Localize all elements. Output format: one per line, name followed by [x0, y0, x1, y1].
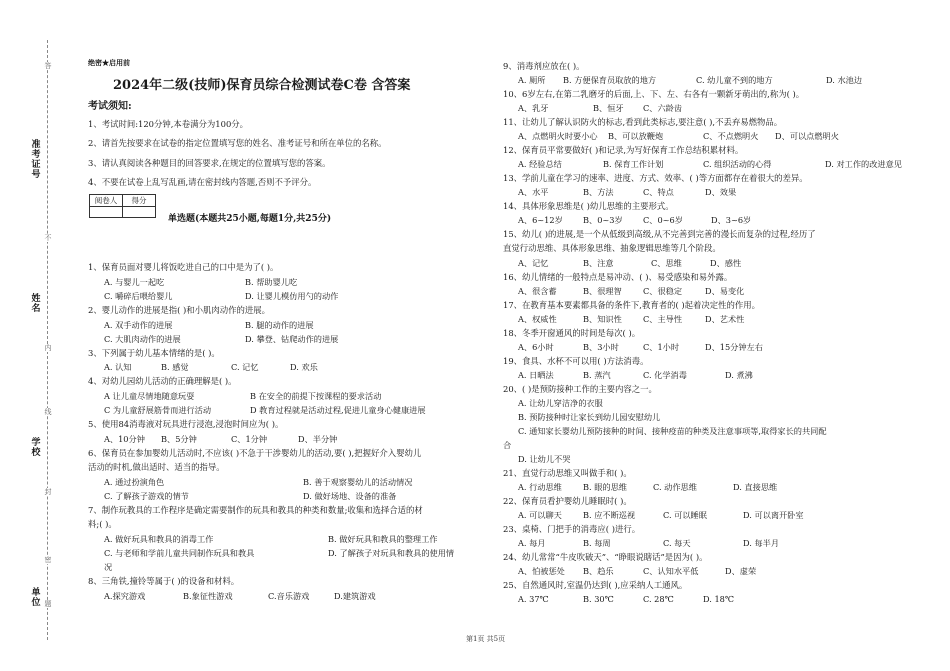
score-table: [89, 194, 156, 218]
answer-option: B、可以放鞭炮: [608, 131, 664, 141]
answer-option: B、方法: [583, 187, 614, 197]
question-stem: 18、冬季开窗通风的时间是每次( )。: [503, 328, 641, 338]
binding-mark: 题: [44, 600, 52, 608]
answer-option: C. 与老师和学前儿童共同制作玩具和教具: [104, 548, 255, 558]
answer-option: C. 动作思维: [653, 482, 697, 492]
section-heading: 单选题(本题共25小题,每题1分,共25分): [168, 214, 332, 224]
answer-option: D、效果: [705, 187, 737, 197]
question-stem-continued: 料;( )。: [88, 519, 117, 529]
answer-option: D. 攀登、钻爬动作的进展: [245, 334, 339, 344]
answer-option: C. 了解孩子游戏的情节: [104, 491, 189, 501]
answer-option: C.音乐游戏: [268, 591, 310, 601]
answer-option: B、恒牙: [593, 103, 624, 113]
question-stem: 10、6岁左右,在第二乳磨牙的后面,上、下、左、右各有一颗新牙萌出的,称为( )。: [503, 89, 805, 99]
answer-option: B. 腿的动作的进展: [245, 320, 314, 330]
score-cell: [123, 207, 156, 218]
answer-option: B. 蒸汽: [583, 370, 611, 380]
question-stem: 25、自然通风时,室温仍达到( ),应采纳人工通风。: [503, 580, 688, 590]
answer-option: C、0~6岁: [643, 215, 683, 225]
question-stem: 3、下列属于幼儿基本情绪的是( )。: [88, 348, 220, 358]
answer-option: B. 方便保育员取放的地方: [563, 75, 657, 85]
answer-option: C、很稳定: [643, 286, 683, 296]
answer-option: D、15分钟左右: [705, 342, 763, 352]
answer-option: D. 做好场地、设备的准备: [303, 491, 397, 501]
answer-option: D. 每半月: [743, 538, 780, 548]
answer-option: D、可以点燃明火: [775, 131, 839, 141]
answer-option: B. 帮助婴儿吃: [245, 277, 298, 287]
answer-option: B、注意: [583, 258, 614, 268]
answer-option: C. 幼儿童不到的地方: [696, 75, 773, 85]
binding-line: [47, 40, 48, 640]
notice-item: 4、不要在试卷上乱写乱画,请在密封线内答题,否则不予评分。: [88, 177, 317, 187]
answer-option: A、水平: [518, 187, 549, 197]
question-stem-continued: 活动的时机,做出适时、适当的指导。: [88, 462, 225, 472]
answer-option: D、易变化: [705, 286, 745, 296]
answer-option: D. 18℃: [703, 594, 735, 604]
binding-mark: 内: [44, 344, 52, 352]
answer-option: D、3~6岁: [711, 215, 752, 225]
answer-option: A. 日晒法: [518, 370, 554, 380]
answer-option: B. 感觉: [161, 362, 189, 372]
question-stem: 22、保育员看护婴幼儿睡眠时( )。: [503, 496, 632, 506]
answer-option: B、5分钟: [161, 434, 197, 444]
binding-field-school: 学校: [31, 438, 41, 458]
answer-option: C 为儿童舒展筋骨而进行活动: [104, 405, 212, 415]
binding-mark: 不: [44, 234, 52, 242]
page-title: 2024年二级(技师)保育员综合检测试卷C卷 含答案: [113, 78, 411, 93]
answer-option: A、乳牙: [518, 103, 549, 113]
answer-option: C. 嚼碎后喂给婴儿: [104, 291, 173, 301]
answer-option: D. 煮沸: [725, 370, 753, 380]
answer-option: C、主导性: [643, 314, 683, 324]
answer-option: A. 让幼儿穿洁净的衣服: [518, 398, 603, 408]
answer-option: D. 了解孩子对玩具和教具的使用情: [328, 548, 455, 558]
answer-option: B、3小时: [583, 342, 619, 352]
answer-option: D、感性: [710, 258, 742, 268]
binding-field-name: 姓名: [31, 294, 41, 314]
answer-option: D. 直接思维: [733, 482, 778, 492]
answer-option: C. 通知家长婴幼儿预防接种的时间、接种疫苗的种类及注意事项等,取得家长的共同配: [518, 426, 827, 436]
answer-option: A、10分钟: [104, 434, 145, 444]
question-stem: 24、幼儿常常“牛皮吹破天”、“睁眼说瞎话”是因为( )。: [503, 552, 708, 562]
score-label: 得分: [123, 195, 156, 207]
answer-option: D. 可以离开卧室: [743, 510, 804, 520]
answer-option: C. 28℃: [643, 594, 674, 604]
answer-option: B. 应不断巡视: [583, 510, 636, 520]
answer-option: A. 可以聊天: [518, 510, 562, 520]
answer-option: C、特点: [643, 187, 674, 197]
answer-option: B、知识性: [583, 314, 622, 324]
answer-option: D、虚荣: [725, 566, 757, 576]
answer-option: A、6~12岁: [518, 215, 563, 225]
question-stem: 8、三角铁,撞铃等属于( )的设备和材料。: [88, 576, 240, 586]
answer-option: B、很理智: [583, 286, 622, 296]
binding-mark: 线: [44, 408, 52, 416]
question-stem: 4、对幼儿园幼儿活动的正确理解是( )。: [88, 376, 237, 386]
binding-mark: 封: [44, 488, 52, 496]
answer-option: C. 记忆: [231, 362, 259, 372]
answer-option: A 让儿童尽情地随意玩耍: [104, 391, 195, 401]
notice-item: 1、考试时间:120分钟,本卷满分为100分。: [88, 119, 249, 129]
answer-option: B. 善于观察婴幼儿的活动情况: [303, 477, 413, 487]
answer-option: C. 大肌肉动作的进展: [104, 334, 181, 344]
answer-option: D. 让婴儿模仿用勺的动作: [245, 291, 339, 301]
question-stem: 16、幼儿情绪的一般特点是易冲动、( )、易受感染和易外露。: [503, 272, 733, 282]
answer-option: 合: [503, 440, 512, 450]
answer-option: C、1小时: [643, 342, 680, 352]
answer-option: A. 认知: [104, 362, 132, 372]
answer-option: B. 保育工作计划: [603, 159, 664, 169]
question-stem: 7、制作玩教具的工作程序是确定需要制作的玩具和教具的种类和数量;收集和选择合适的材: [88, 505, 423, 515]
answer-option: C、六龄齿: [643, 103, 683, 113]
question-stem-continued: 直觉行动思维、具体形象思维、抽象逻辑思维等几个阶段。: [503, 243, 721, 253]
answer-option: A. 行动思维: [518, 482, 562, 492]
answer-option: C、1分钟: [231, 434, 268, 444]
answer-option: C. 化学消毒: [643, 370, 687, 380]
question-stem: 11、让幼儿了解认识防火的标志,看到此类标志,要注意( ),不丢弃易燃物品。: [503, 117, 783, 127]
answer-option: A. 与婴儿一起吃: [104, 277, 165, 287]
question-stem: 21、直觉行动思维又叫做手和( )。: [503, 468, 632, 478]
answer-option: B. 做好玩具和教具的整理工作: [328, 534, 438, 544]
answer-option: C. 可以睡眠: [663, 510, 707, 520]
answer-option: C、不点燃明火: [703, 131, 759, 141]
question-stem: 20、( )是预防接种工作的主要内容之一。: [503, 384, 657, 394]
answer-option: C. 组织活动的心得: [703, 159, 772, 169]
question-stem: 23、桌椅、门把手的消毒应( )进行。: [503, 524, 641, 534]
notice-item: 2、请首先按要求在试卷的指定位置填写您的姓名、准考证号和所在单位的名称。: [88, 138, 387, 148]
question-stem: 17、在教育基本要素都具备的条件下,教育者的( )起着决定性的作用。: [503, 300, 761, 310]
question-stem: 5、使用84消毒液对玩具进行浸泡,浸泡时间应为( )。: [88, 419, 284, 429]
answer-option: B.象征性游戏: [183, 591, 233, 601]
answer-option: A. 做好玩具和教具的消毒工作: [104, 534, 214, 544]
answer-option: B. 眼的思维: [583, 482, 627, 492]
answer-option: B、趋乐: [583, 566, 614, 576]
answer-option: A. 通过扮演角色: [104, 477, 165, 487]
question-stem: 12、保育员平常要做好( )和记录,为写好保育工作总结积累材料。: [503, 145, 744, 155]
answer-option: C. 每天: [663, 538, 691, 548]
question-stem: 1、保育员面对婴儿将饭吃进自己的口中是为了( )。: [88, 262, 279, 272]
answer-option: D、艺术性: [705, 314, 745, 324]
question-stem: 15、幼儿( )的进展,是一个从低级到高级,从不完善到完善的漫长而复杂的过程,经历了: [503, 229, 816, 239]
answer-option: C、认知水平低: [643, 566, 699, 576]
answer-option: D.建筑游戏: [334, 591, 376, 601]
binding-mark: 答: [44, 62, 52, 70]
answer-option: A. 厕所: [518, 75, 546, 85]
answer-option: D. 让幼儿不哭: [518, 454, 571, 464]
binding-field-unit: 单位: [31, 588, 41, 608]
answer-option: D. 对工作的改进意见: [825, 159, 902, 169]
answer-option: B. 30℃: [583, 594, 614, 604]
grader-cell: [90, 207, 123, 218]
answer-option: A. 每月: [518, 538, 546, 548]
answer-option: B 在安全的前提下按课程的要求活动: [250, 391, 382, 401]
answer-option: A、6小时: [518, 342, 554, 352]
question-stem: 2、婴儿动作的进展是指( )和小肌肉动作的进展。: [88, 305, 271, 315]
answer-option: A、记忆: [518, 258, 549, 268]
notice-item: 3、请认真阅读各种题目的回答要求,在规定的位置填写您的答案。: [88, 158, 331, 168]
answer-option: A. 经验总结: [518, 159, 562, 169]
binding-field-exam-number: 准考证号: [31, 140, 41, 180]
answer-option: A、怕被惩处: [518, 566, 565, 576]
answer-option: 况: [104, 562, 113, 572]
question-stem: 19、食具、水杯不可以用( )方法消毒。: [503, 356, 649, 366]
question-stem: 13、学前儿童在学习的速率、进度、方式、效率、( )等方面都存在着很大的差异。: [503, 173, 808, 183]
notice-heading: 考试须知:: [88, 101, 132, 112]
answer-option: A. 37℃: [518, 594, 549, 604]
confidential-label: 绝密★启用前: [88, 58, 130, 67]
page-number: 第1页 共5页: [466, 635, 506, 643]
answer-option: A、很含蓄: [518, 286, 557, 296]
grader-label: 阅卷人: [90, 195, 123, 207]
answer-option: B、0~3岁: [583, 215, 623, 225]
answer-option: D 教育过程就是活动过程,促进儿童身心健康进展: [250, 405, 426, 415]
answer-option: A.探究游戏: [104, 591, 146, 601]
answer-option: B. 预防接种时让家长到幼儿园安慰幼儿: [518, 412, 661, 422]
binding-mark: 密: [44, 556, 52, 564]
answer-option: A、权威性: [518, 314, 557, 324]
answer-option: D. 水池边: [826, 75, 863, 85]
answer-option: B. 每周: [583, 538, 611, 548]
answer-option: A、点燃明火时要小心: [518, 131, 598, 141]
question-stem: 9、消毒剂应放在( )。: [503, 61, 585, 71]
answer-option: D. 欢乐: [290, 362, 318, 372]
question-stem: 6、保育员在参加婴幼儿活动时,不应该( )不急于干涉婴幼儿的活动,要( ),把握好介入婴幼儿: [88, 448, 422, 458]
answer-option: D、半分钟: [298, 434, 338, 444]
answer-option: A. 双手动作的进展: [104, 320, 173, 330]
answer-option: C、思维: [651, 258, 682, 268]
question-stem: 14、具体形象思维是( )幼儿思维的主要形式。: [503, 201, 674, 211]
